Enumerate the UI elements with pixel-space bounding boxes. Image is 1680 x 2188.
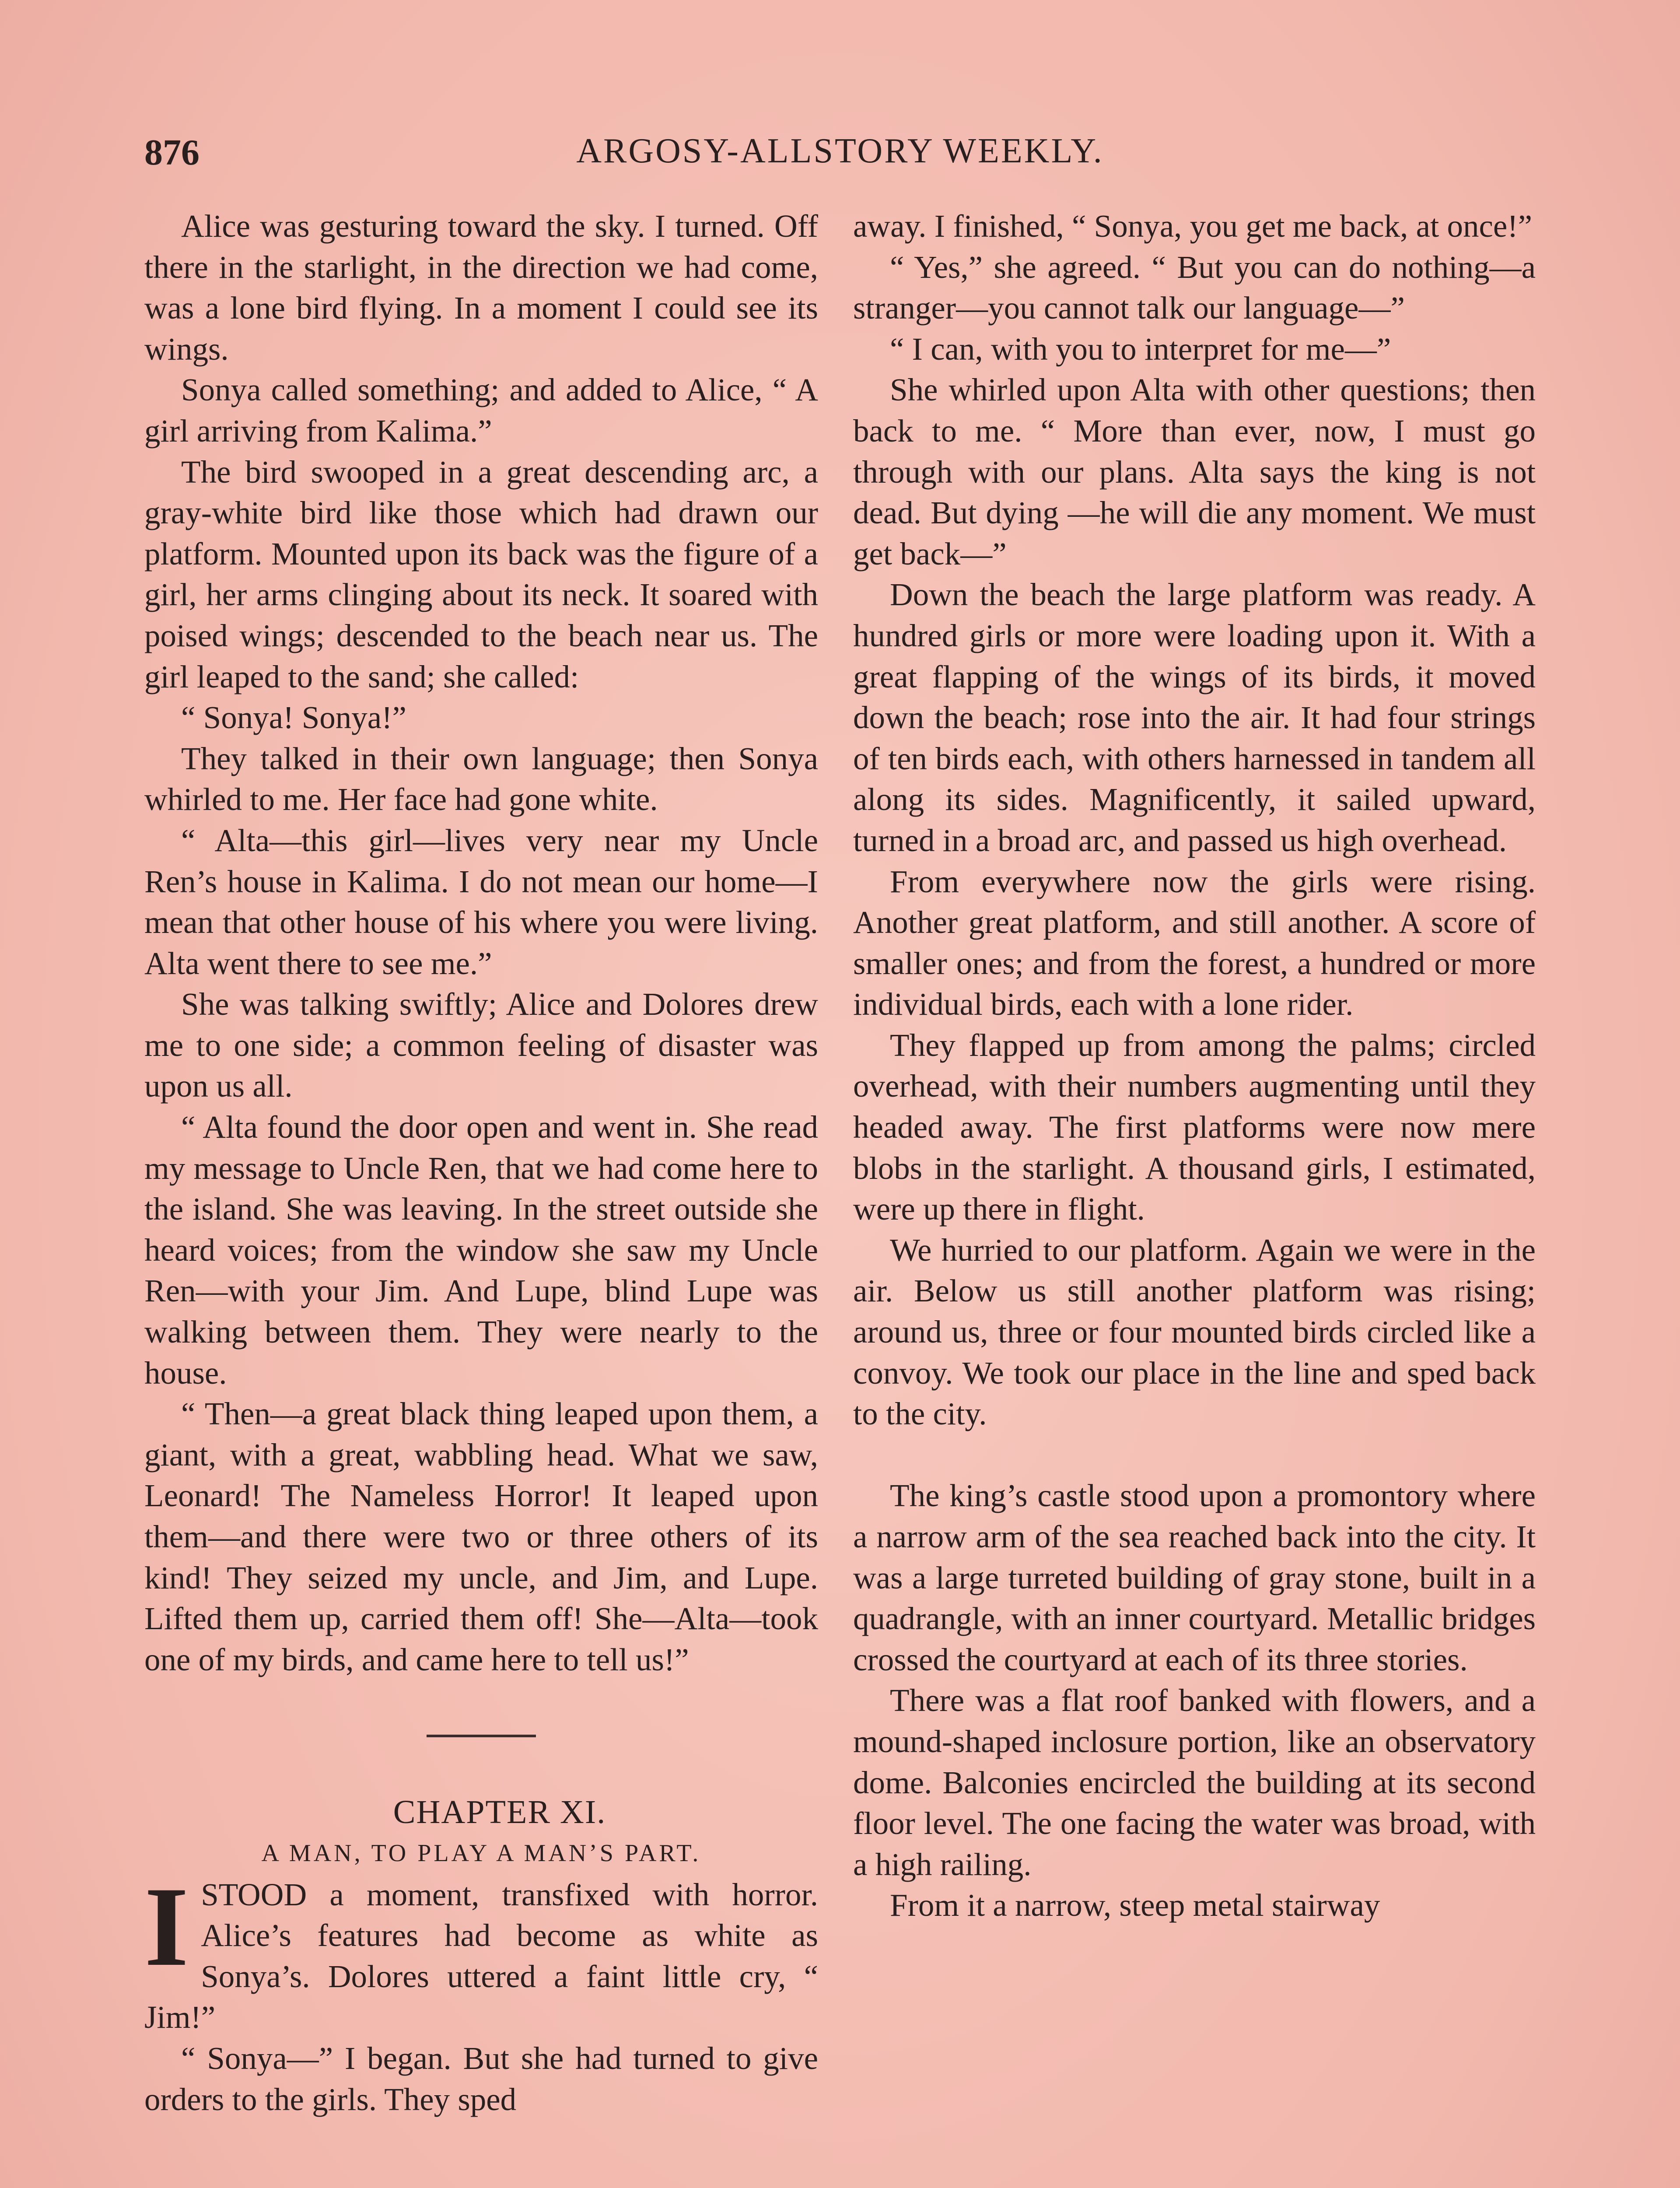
paragraph: “ Alta found the door open and went in. She read my message to Uncle Ren, that we had come here to the island. She was leaving. In the street outside she heard voices; from the window she saw my Uncle Ren—with your Jim. And Lupe, blind Lupe was walking between them. They were nearly to the house. [144, 1109, 818, 1391]
paragraph: The bird swooped in a great descending arc, a gray-white bird like those which had drawn our platform. Mounted upon its back was the figure of a girl, her arms clinging about its neck. It soared with poised wings; descended to the beach near us. The girl leaped to the sand; she called: [144, 454, 818, 694]
paragraph: She whirled upon Alta with other questions; then back to me. “ More than ever, now, I must go through with our plans. Alta says the king is not dead. But dying —he will die any moment. We must get back—” [853, 372, 1536, 572]
paragraph: She was talking swiftly; Alice and Dolores drew me to one side; a common feeling of disaster was upon us all. [144, 986, 818, 1104]
drop-cap: I [144, 1863, 189, 1990]
paragraph: From it a narrow, steep metal stairway [890, 1887, 1380, 1923]
paragraph: “ Alta—this girl—lives very near my Uncle Ren’s house in Kalima. I do not mean our home—I mean that other house of his where you were living. Alta went there to see me.” [144, 822, 818, 981]
chapter-title: CHAPTER XI. [393, 1794, 606, 1831]
paragraph: “ Sonya! Sonya!” [181, 700, 406, 736]
section-divider [427, 1735, 536, 1737]
chapter-subtitle: A MAN, TO PLAY A MAN’S PART. [261, 1839, 701, 1867]
paragraph: Sonya called something; and added to Alice, “ A girl arriving from Kalima.” [144, 372, 818, 449]
page-number: 876 [144, 132, 200, 173]
paragraph: We hurried to our platform. Again we were in the air. Below us still another platform was rising; around us, three or four mounted birds circled like a convoy. We took our place in the line and sped back to the city. [853, 1232, 1536, 1432]
paragraph: “ I can, with you to interpret for me—” [890, 331, 1391, 367]
paragraph: From everywhere now the girls were rising. Another great platform, and still another. A score of smaller ones; and from the forest, a hundred or more individual birds, each with a lone rider. [853, 863, 1536, 1022]
paragraph: “ Sonya—” I began. But she had turned to give orders to the girls. They sped [144, 2040, 818, 2117]
paragraph: “ Then—a great black thing leaped upon them, a giant, with a great, wabbling head. What we saw, Leonard! The Nameless Horror! It leaped upon them—and there were two or three others of its kind! They seized my uncle, and Jim, and Lupe. Lifted them up, carried them off! She—Alta—took one of my birds, and came here to tell us!” [144, 1396, 818, 1677]
paragraph: They talked in their own language; then Sonya whirled to me. Her face had gone white. [144, 740, 818, 817]
section-break [853, 1434, 1536, 1476]
paragraph: The king’s castle stood upon a promontory where a narrow arm of the sea reached back into the city. It was a large turreted building of gray stone, built in a quadrangle, with an inner courtyard. Metallic bridges crossed the courtyard at each of its three stories. [853, 1478, 1536, 1677]
page-header [144, 131, 1536, 179]
opening-text: STOOD a moment, transfixed with horror. Alice’s features had become as white as Sonya’s. Dolores uttered a faint little cry, “ Jim!” [144, 1876, 818, 2035]
paragraph: Alice was gesturing toward the sky. I turned. Off there in the starlight, in the direction we had come, was a lone bird flying. In a moment I could see its wings. [144, 208, 818, 367]
paragraph: They flapped up from among the palms; circled overhead, with their numbers augmenting until they headed away. The first platforms were now mere blobs in the starlight. A thousand girls, I estimated, were up there in flight. [853, 1027, 1536, 1227]
running-head: ARGOSY-ALLSTORY WEEKLY. [576, 132, 1104, 170]
left-column [144, 206, 818, 2120]
chapter-opening-paragraph [144, 1863, 818, 2038]
right-column [853, 206, 1536, 1926]
paragraph: away. I finished, “ Sonya, you get me back, at once!” [853, 208, 1533, 244]
paragraph: There was a flat roof banked with flowers, and a mound-shaped inclosure portion, like an observatory dome. Balconies encircled the building at its second floor level. The one facing the water was broad, with a high railing. [853, 1683, 1536, 1882]
paragraph: “ Yes,” she agreed. “ But you can do nothing—a stranger—you cannot talk our language—” [853, 249, 1536, 326]
paragraph: Down the beach the large platform was ready. A hundred girls or more were loading upon it. With a great flapping of the wings of its birds, it moved down the beach; rose into the air. It had four strings of ten birds each, with others harnessed in tandem all along its sides. Magnificently, it sailed upward, turned in a broad arc, and passed us high overhead. [853, 577, 1536, 858]
